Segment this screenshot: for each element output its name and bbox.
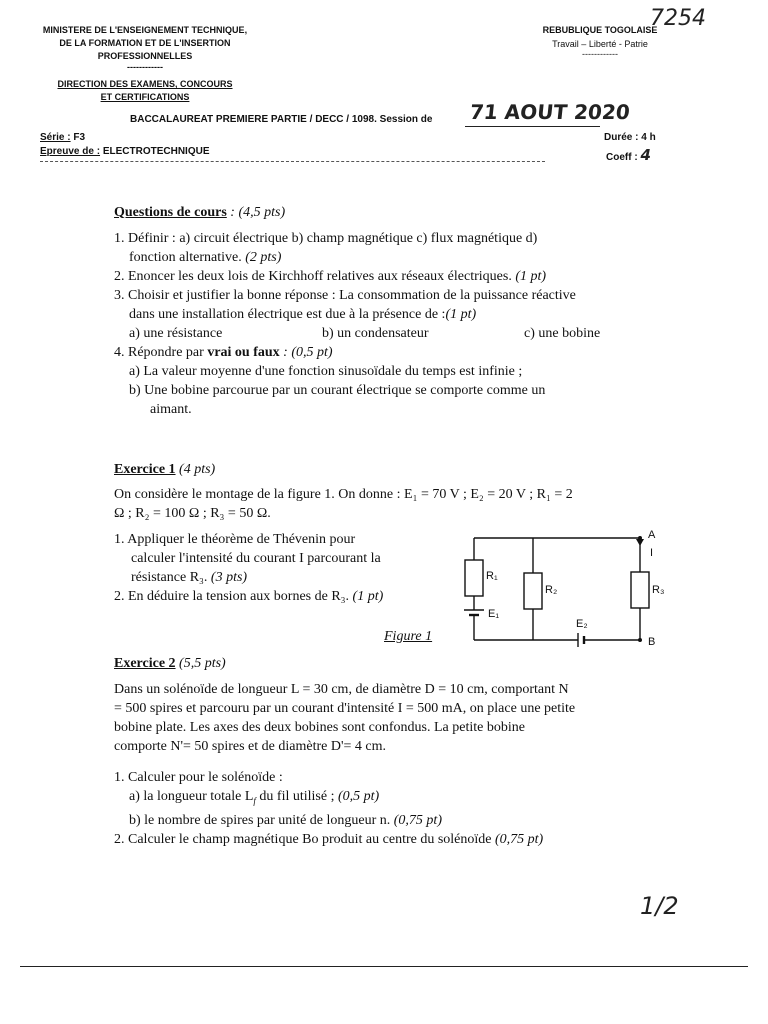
ex1-questions	[114, 530, 434, 606]
ex2-heading	[114, 654, 226, 673]
direction-block	[20, 78, 270, 104]
node-b	[638, 638, 642, 642]
ex1-intro-2: Ω ; R₂ = 100 Ω ; R₃ = 50 Ω.	[114, 506, 271, 521]
label-a: A	[648, 529, 656, 541]
resistor-r3	[631, 572, 649, 608]
label-e2: E₂	[576, 618, 588, 630]
ex2-p3: bobine plate. Les axes des deux bobines sont confondus. La petite bobine	[114, 720, 525, 735]
circuit-diagram	[450, 525, 675, 655]
coeff-value: 4	[640, 146, 651, 164]
label-r1: R₁	[486, 570, 498, 582]
cours-q4: 4. Répondre par vrai ou faux : (0,5 pt)	[114, 345, 333, 360]
footer-rule	[20, 966, 748, 967]
ex2-q1: 1. Calculer pour le solénoïde :	[114, 770, 283, 785]
ex2-p4: comporte N'= 50 spires et de diamètre D'= 4 cm.	[114, 739, 386, 754]
coeff	[606, 146, 651, 164]
serie-value: F3	[73, 132, 86, 143]
ex2-q1b: b) le nombre de spires par unité de longueur n. (0,75 pt)	[129, 812, 442, 828]
label-r2: R₂	[545, 584, 558, 596]
ex2-q2: 2. Calculer le champ magnétique Bo produit au centre du solénoïde (0,75 pt)	[114, 831, 544, 847]
handwritten-number: 7254	[650, 6, 706, 31]
direction-line-2: ET CERTIFICATIONS	[100, 92, 190, 102]
cours-q1b: fonction alternative. (2 pts)	[129, 250, 282, 265]
ex2-p1: Dans un solénoïde de longueur L = 30 cm, de diamètre D = 10 cm, comportant N	[114, 682, 569, 697]
label-r3: R₃	[652, 584, 665, 596]
epreuve-value: ELECTROTECHNIQUE	[102, 146, 210, 157]
ministry-line-3: PROFESSIONNELLES	[97, 51, 193, 61]
q3-option-a: a) une résistance	[129, 326, 223, 341]
ex2-title: Exercice 2	[114, 656, 176, 671]
serie-label: Série :	[40, 132, 71, 143]
ex2-statement	[114, 680, 644, 756]
label-e1: E₁	[488, 608, 500, 620]
session-date: 71 AOUT 2020	[468, 100, 632, 124]
motto-dash: ------------	[582, 49, 618, 59]
cours-q2: 2. Enoncer les deux lois de Kirchhoff relatives aux réseaux électriques. (1 pt)	[114, 269, 547, 284]
ex1-q1b: calculer l'intensité du courant I parcourant la	[131, 551, 381, 566]
ministry-block	[20, 24, 270, 71]
cours-questions	[114, 229, 642, 419]
cours-q4b2: aimant.	[150, 402, 192, 417]
cours-heading	[114, 203, 285, 222]
figure-caption: Figure 1	[384, 629, 433, 644]
ex2-p2: = 500 spires et parcouru par un courant d'intensité I = 500 mA, on place une petite	[114, 701, 576, 716]
node-a	[638, 536, 642, 540]
coeff-label: Coeff :	[606, 152, 638, 163]
republic-title: REBUBLIQUE TOGOLAISE	[542, 25, 658, 35]
cours-q3b: dans une installation électrique est due à la présence de :(1 pt)	[129, 307, 477, 322]
label-b: B	[648, 636, 656, 648]
cours-title: Questions de cours	[114, 205, 227, 220]
ex2-q1a: a) la longueur totale $L_f$ du fil utilisé ; (0,5 pt)	[129, 789, 380, 806]
cours-q3: 3. Choisir et justifier la bonne réponse : La consommation de la puissance réactive	[114, 288, 576, 303]
serie	[40, 132, 85, 143]
header-separator	[40, 161, 545, 162]
resistor-r1	[465, 560, 483, 596]
ministry-dash: ------------	[127, 62, 163, 72]
cours-q3-options	[114, 324, 642, 343]
ex1-q1c: résistance R₃. (3 pts)	[131, 570, 248, 585]
cours-points: : (4,5 pts)	[226, 205, 286, 220]
ex1-points: (4 pts)	[175, 462, 216, 477]
motto: Travail – Liberté - Patrie	[552, 39, 648, 49]
ex1-intro-1: On considère le montage de la figure 1. On donne : E₁ = 70 V ; E₂ = 20 V ; R₁ = 2	[114, 487, 573, 502]
q3-option-b: b) un condensateur	[322, 326, 429, 341]
cours-q1: 1. Définir : a) circuit électrique b) champ magnétique c) flux magnétique d)	[114, 231, 538, 246]
label-i: I	[650, 547, 654, 559]
cours-q4a: a) La valeur moyenne d'une fonction sinusoïdale du temps est infinie ;	[129, 364, 523, 379]
ex2-points: (5,5 pts)	[175, 656, 226, 671]
ministry-line-2: DE LA FORMATION ET DE L'INSERTION	[59, 38, 231, 48]
exam-title: BACCALAUREAT PREMIERE PARTIE / DECC / 1098. Session de	[130, 114, 433, 125]
ministry-line-1: MINISTERE DE L'ENSEIGNEMENT TECHNIQUE,	[42, 25, 248, 35]
direction-line-1: DIRECTION DES EXAMENS, CONCOURS	[57, 79, 233, 89]
ex1-q1a: 1. Appliquer le théorème de Thévenin pour	[114, 532, 356, 547]
cours-q4b: b) Une bobine parcourue par un courant électrique se comporte comme un	[129, 383, 546, 398]
epreuve	[40, 146, 209, 157]
duree: Durée : 4 h	[604, 132, 656, 143]
ex1-title: Exercice 1	[114, 462, 176, 477]
current-arrow	[636, 539, 644, 546]
q3-option-c: c) une bobine	[524, 326, 601, 341]
ex1-q2: 2. En déduire la tension aux bornes de R₃. (1 pt)	[114, 589, 384, 604]
epreuve-label: Epreuve de :	[40, 146, 101, 157]
resistor-r2	[524, 573, 542, 609]
ex2-questions	[114, 768, 644, 849]
ex1-intro	[114, 485, 644, 523]
ex1-heading	[114, 460, 215, 479]
session-underline	[465, 126, 600, 127]
page-number: 1/2	[640, 892, 679, 920]
